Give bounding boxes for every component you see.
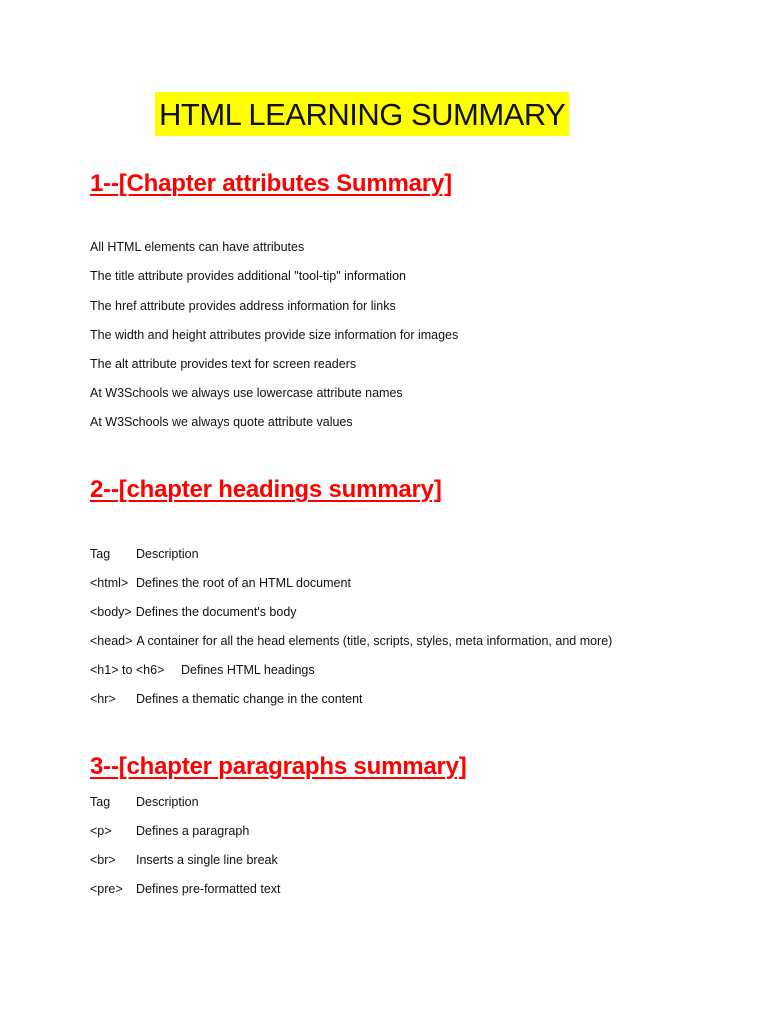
description-cell: Inserts a single line break — [136, 853, 278, 867]
tag-cell: <body> — [90, 605, 132, 619]
attributes-line: The alt attribute provides text for screen readers — [90, 357, 357, 371]
paragraphs-table-row — [90, 852, 278, 868]
headings-table-header — [90, 546, 199, 562]
tag-cell: <pre> — [90, 882, 123, 896]
description-cell: Defines pre-formatted text — [136, 882, 281, 896]
description-cell: Defines the document's body — [135, 605, 297, 619]
tag-column-header: Tag — [90, 547, 111, 561]
attributes-line: At W3Schools we always use lowercase attribute names — [90, 386, 403, 400]
headings-table-row — [90, 633, 612, 649]
attributes-line: All HTML elements can have attributes — [90, 240, 305, 254]
attributes-line: The width and height attributes provide size information for images — [90, 328, 459, 342]
headings-table-row — [90, 575, 351, 591]
paragraphs-table-row — [90, 881, 281, 897]
document-title: HTML LEARNING SUMMARY — [155, 92, 569, 136]
paragraphs-table-row — [90, 823, 249, 839]
description-column-header: Description — [136, 547, 199, 561]
section-heading-paragraphs: 3--[chapter paragraphs summary] — [90, 753, 467, 780]
tag-cell: <p> — [90, 824, 112, 838]
section-heading-headings: 2--[chapter headings summary] — [90, 476, 442, 503]
description-cell: Defines the root of an HTML document — [136, 576, 351, 590]
attributes-line: At W3Schools we always quote attribute values — [90, 415, 353, 429]
description-cell: Defines HTML headings — [181, 663, 315, 677]
headings-table-row — [90, 662, 315, 678]
tag-cell: <html> — [90, 576, 129, 590]
attributes-line: The title attribute provides additional "tool-tip" information — [90, 269, 406, 283]
headings-table-row — [90, 604, 297, 620]
tag-cell: <br> — [90, 853, 116, 867]
tag-column-header: Tag — [90, 795, 111, 809]
attributes-line: The href attribute provides address information for links — [90, 299, 396, 313]
paragraphs-table-header — [90, 794, 199, 810]
section-heading-attributes: 1--[Chapter attributes Summary] — [90, 170, 452, 197]
tag-cell: <h1> to <h6> — [90, 663, 165, 677]
description-cell: Defines a thematic change in the content — [136, 692, 363, 706]
tag-cell: <head> — [90, 634, 133, 648]
tag-cell: <hr> — [90, 692, 116, 706]
headings-table-row — [90, 691, 363, 707]
description-cell: A container for all the head elements (title, scripts, styles, meta information, and more) — [136, 634, 613, 648]
description-column-header: Description — [136, 795, 199, 809]
description-cell: Defines a paragraph — [136, 824, 250, 838]
